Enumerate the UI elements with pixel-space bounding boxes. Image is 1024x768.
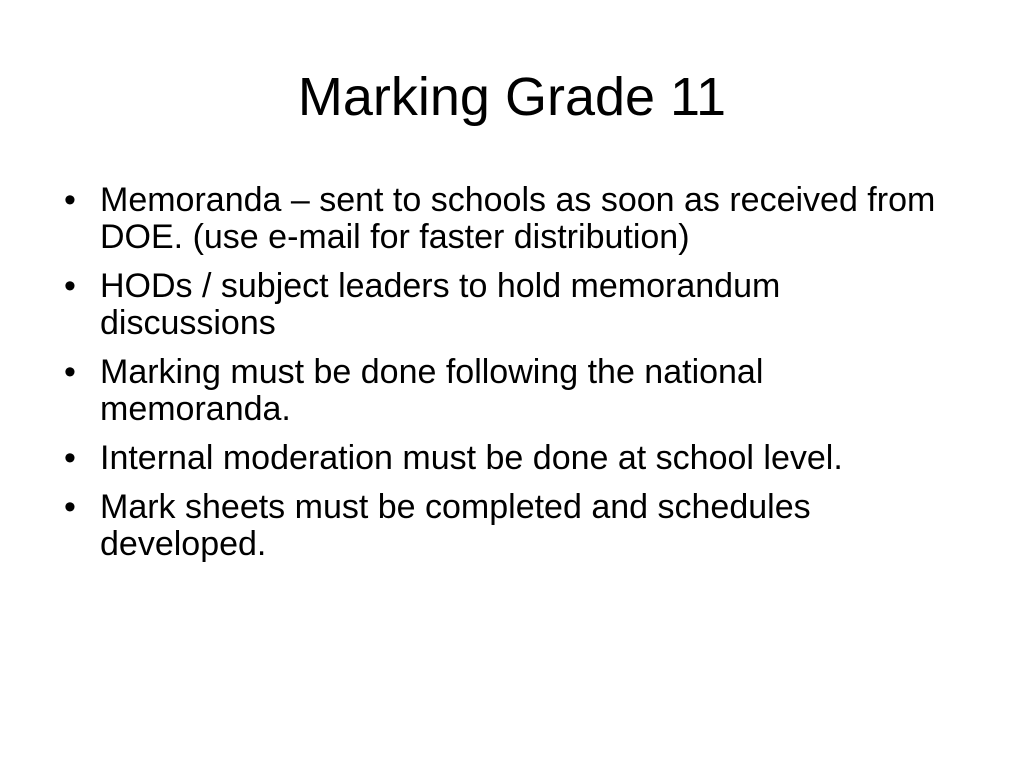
bullet-icon: • <box>64 353 76 391</box>
bullet-icon: • <box>64 181 76 219</box>
bullet-item <box>58 440 958 477</box>
bullet-item <box>58 354 958 428</box>
bullet-icon: • <box>64 439 76 477</box>
bullet-icon: • <box>64 488 76 526</box>
bullet-icon: • <box>64 267 76 305</box>
bullet-item <box>58 182 958 256</box>
bullet-list <box>58 182 958 575</box>
slide-title: Marking Grade 11 <box>297 67 727 127</box>
bullet-text: Mark sheets must be completed and schedules developed. <box>100 488 811 563</box>
bullet-text: Internal moderation must be done at school level. <box>100 439 843 477</box>
bullet-text: Marking must be done following the national memoranda. <box>100 353 764 428</box>
bullet-text: HODs / subject leaders to hold memorandum discussions <box>100 267 781 342</box>
bullet-text: Memoranda – sent to schools as soon as received from DOE. (use e-mail for faster distribution) <box>100 181 936 256</box>
bullet-item <box>58 489 958 563</box>
bullet-item <box>58 268 958 342</box>
